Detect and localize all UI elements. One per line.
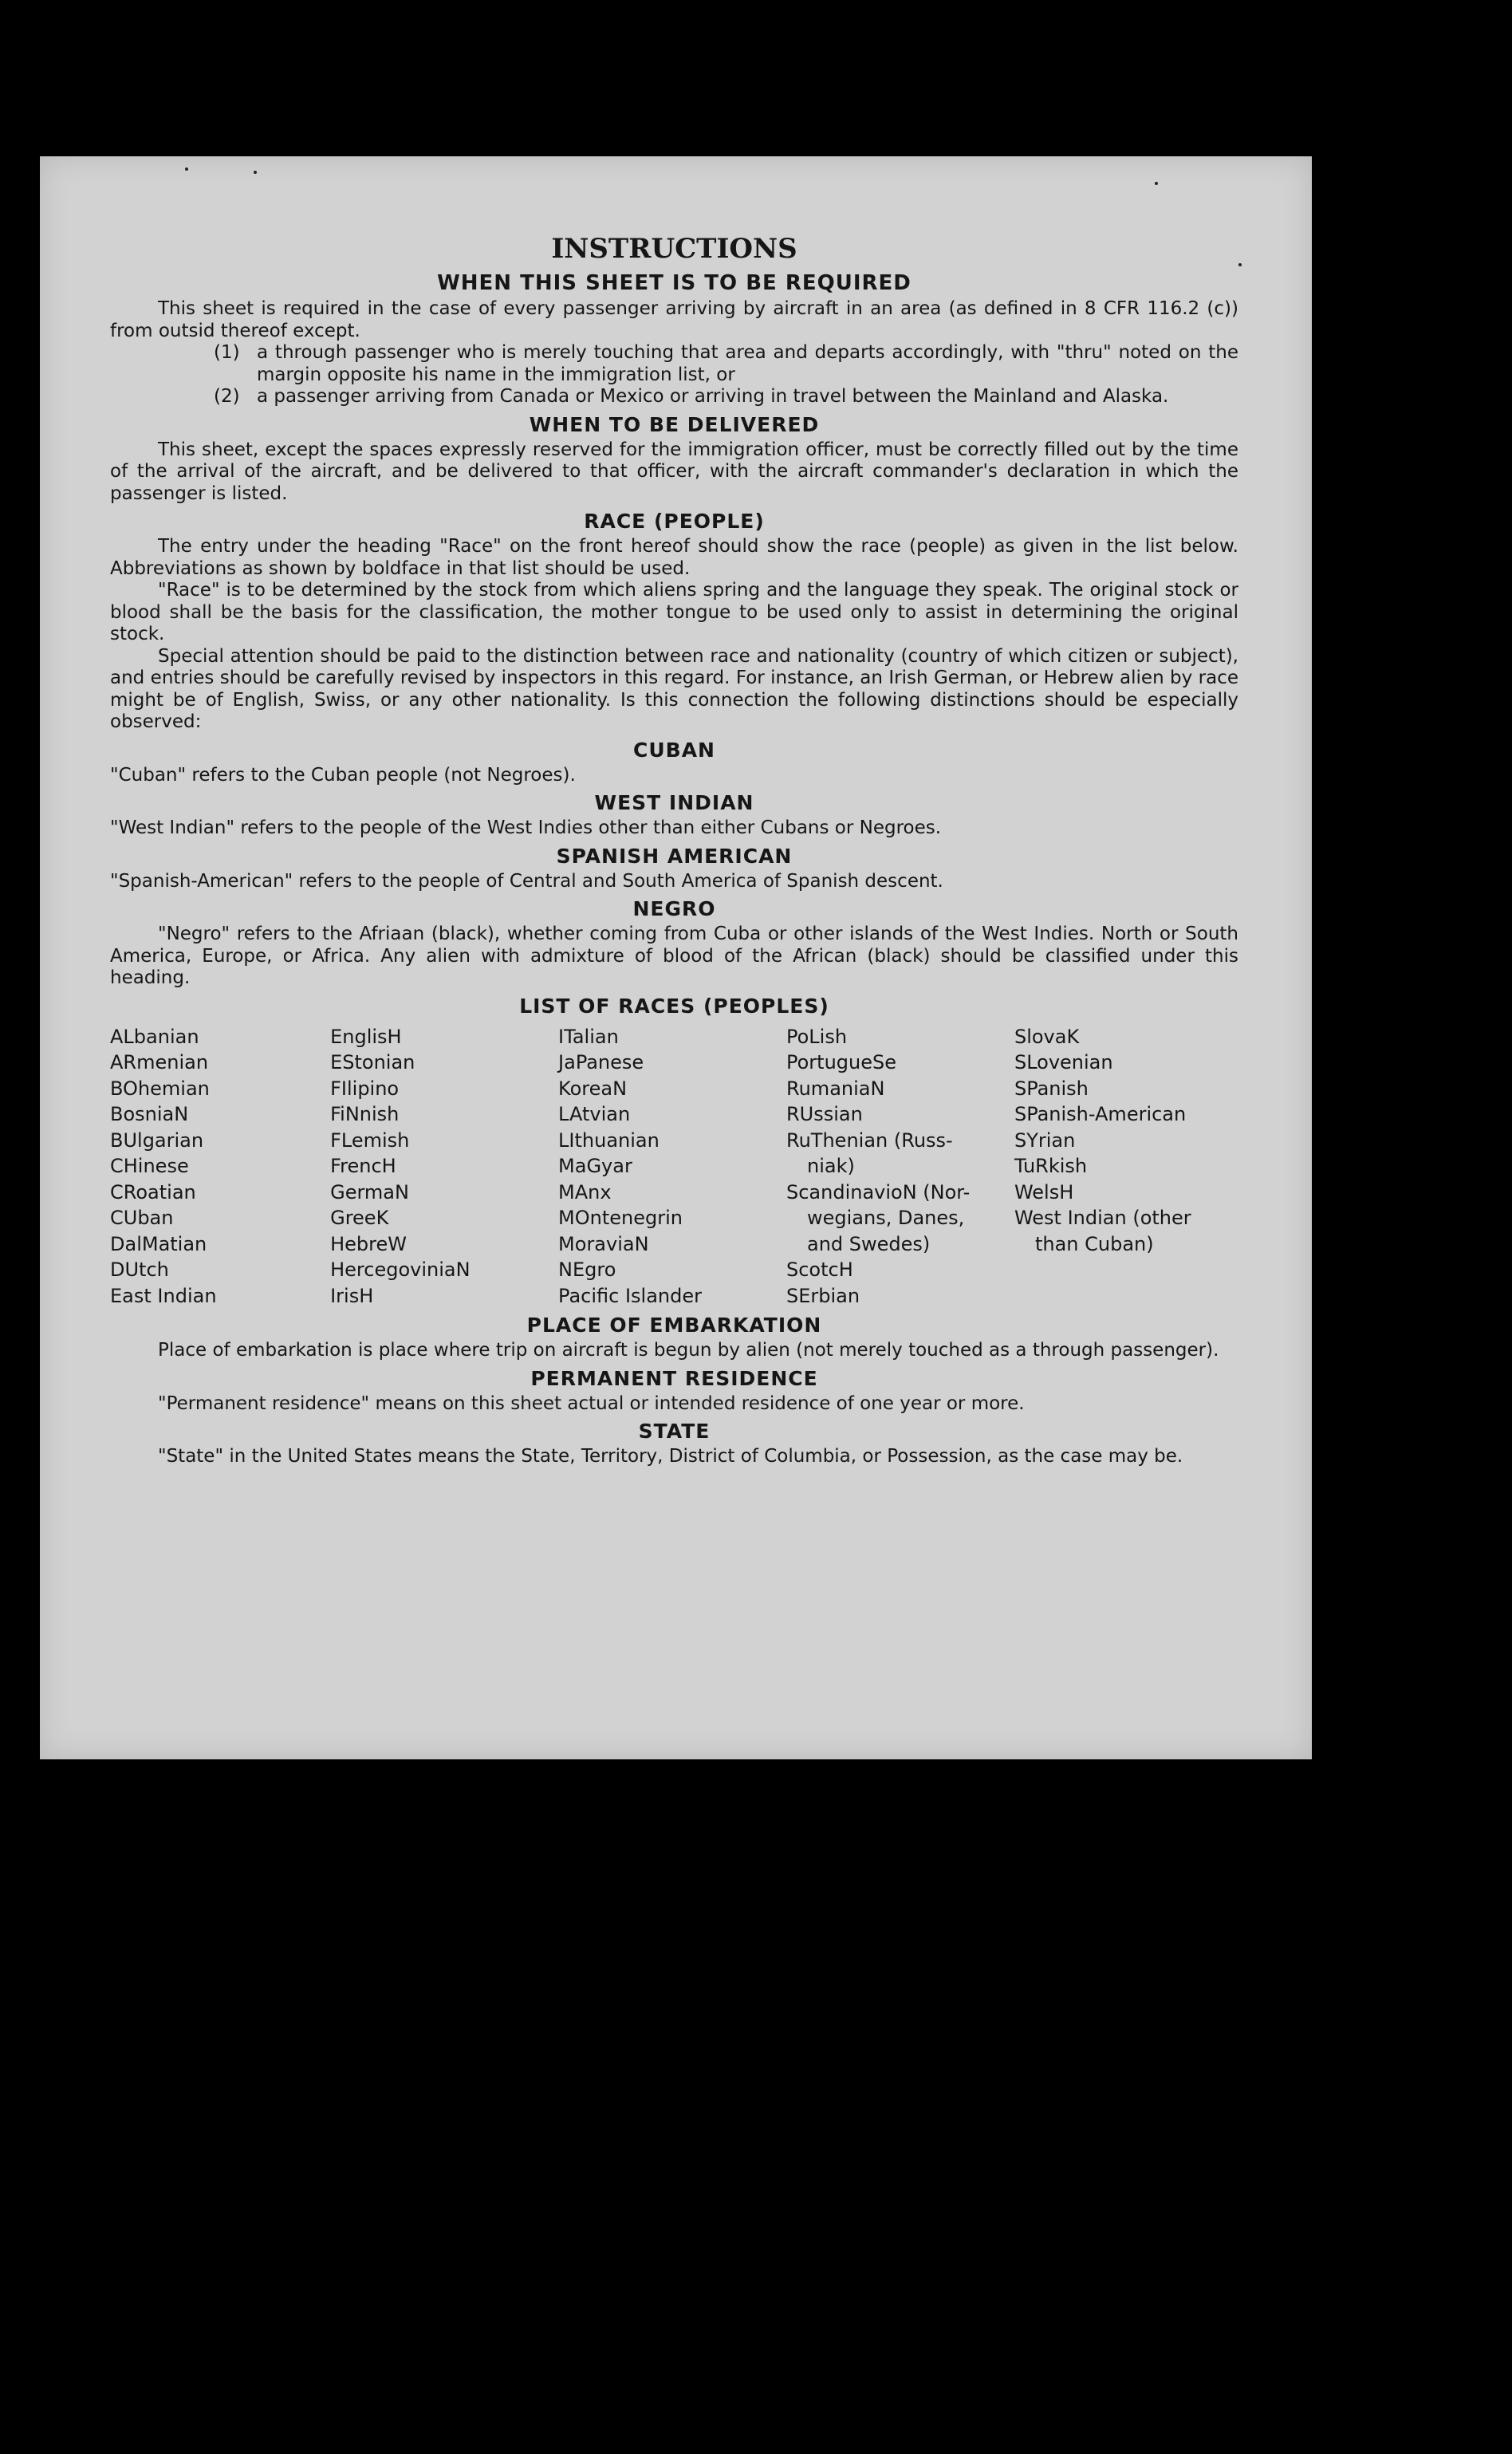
race-list-item: RumaniaN — [786, 1077, 885, 1100]
west-indian-text: "West Indian" refers to the people of the West Indies other than either Cubans or Negroes. — [110, 817, 942, 838]
race-list-item: KoreaN — [558, 1077, 628, 1100]
race-list-item: BUlgarian — [110, 1129, 204, 1152]
race-list-item: CHinese — [110, 1155, 189, 1177]
race-list-item: MaGyar — [558, 1155, 632, 1177]
race-list-item: LAtvian — [558, 1103, 631, 1125]
race-list-item: PoLish — [786, 1025, 848, 1048]
required-intro-text: This sheet is required in the case of every passenger arriving by aircraft in an area (as defined in 8 CFR 116.2 (c)) from outsid thereof except. — [110, 298, 1238, 341]
race-list-item: EnglisH — [330, 1025, 402, 1048]
race-list-item: FIlipino — [330, 1077, 400, 1100]
race-paragraph-2: "Race" is to be determined by the stock from which aliens spring and the language they speak. The original stock or blood shall be the basis for the classification, the mother tongue to be used only to assist in determining the original stock. — [110, 580, 1238, 644]
race-column-1 — [110, 1024, 330, 1310]
heading-spanish-american: SPANISH AMERICAN — [556, 844, 793, 868]
race-list-item: HercegoviniaN — [330, 1259, 471, 1281]
race-list-item: DalMatian — [110, 1232, 207, 1255]
race-list-item: ARmenian — [110, 1051, 209, 1073]
race-list-item: Pacific Islander — [558, 1284, 702, 1307]
race-list-item: DUtch — [110, 1259, 169, 1281]
race-paragraph-3: Special attention should be paid to the distinction between race and nationality (country of which citizen or subject), and entries should be carefully revised by inspectors in this regard. For instance, an Irish German, or Hebrew alien by race might be of English, Swiss, or any other nationality. Is this connection the following distinctions should be especially observed: — [110, 645, 1238, 732]
heading-when-required: WHEN THIS SHEET IS TO BE REQUIRED — [437, 271, 912, 295]
exception-number: (2) — [214, 386, 240, 407]
race-list-item: BosniaN — [110, 1103, 189, 1125]
exception-item-1 — [110, 342, 1238, 386]
race-column-2 — [330, 1024, 558, 1310]
residence-text: "Permanent residence" means on this sheet actual or intended residence of one year or more. — [158, 1392, 1025, 1414]
race-list-item: SPanish — [1014, 1077, 1089, 1100]
race-list-item: TuRkish — [1014, 1155, 1088, 1177]
race-list-item: WelsH — [1014, 1180, 1074, 1203]
cuban-text: "Cuban" refers to the Cuban people (not Negroes). — [110, 764, 576, 786]
race-list-item: FLemish — [330, 1129, 410, 1152]
race-list-item: SLovenian — [1014, 1051, 1113, 1073]
exception-item-2 — [110, 386, 1238, 408]
race-list-item: wegians, Danes, — [807, 1207, 965, 1229]
race-list-item: EStonian — [330, 1051, 415, 1073]
embarkation-text: Place of embarkation is place where trip on aircraft is begun by alien (not merely touched as a through passenger). — [158, 1340, 1219, 1361]
film-speck — [254, 171, 257, 174]
race-list-item: JaPanese — [558, 1051, 644, 1073]
race-list-item: NEgro — [558, 1259, 616, 1281]
race-list-item: LIthuanian — [558, 1129, 660, 1152]
instruction-sheet — [40, 156, 1312, 1759]
race-paragraph-1: The entry under the heading "Race" on the front hereof should show the race (people) as given in the list below. Abbreviations as shown by boldface in that list should be used. — [110, 536, 1238, 579]
exception-text: a passenger arriving from Canada or Mexico or arriving in travel between the Mainland and Alaska. — [257, 386, 1169, 407]
heading-state: STATE — [638, 1420, 711, 1443]
heading-race: RACE (PEOPLE) — [584, 510, 765, 533]
film-speck — [1238, 263, 1242, 266]
race-list-item: CUban — [110, 1207, 174, 1229]
heading-west-indian: WEST INDIAN — [594, 791, 754, 814]
race-list-item: ScotcH — [786, 1259, 853, 1281]
race-list-item: West Indian (other — [1014, 1207, 1191, 1229]
race-list-item: GermaN — [330, 1180, 409, 1203]
negro-text: "Negro" refers to the Afriaan (black), whether coming from Cuba or other islands of the West Indies. North or South America, Europe, or Africa. Any alien with admixture of blood of the African (black) should be classified under this heading. — [110, 924, 1238, 988]
film-speck — [185, 167, 188, 171]
heading-permanent-residence: PERMANENT RESIDENCE — [530, 1366, 818, 1390]
race-list-item: RUssian — [786, 1103, 863, 1125]
race-column-5 — [1014, 1024, 1238, 1310]
race-column-4 — [786, 1024, 1014, 1310]
race-list-item: GreeK — [330, 1207, 389, 1229]
race-list-item: PortugueSe — [786, 1051, 896, 1073]
race-list-item: ScandinavioN (Nor- — [786, 1180, 971, 1203]
delivered-text: This sheet, except the spaces expressly reserved for the immigration officer, must be correctly filled out by the time of the arrival of the aircraft, and be delivered to that officer, with the aircraft commander's declaration in which the passenger is listed. — [110, 439, 1238, 504]
film-speck — [1155, 182, 1158, 185]
race-list-table — [110, 1024, 1238, 1310]
race-list-item: MoraviaN — [558, 1232, 649, 1255]
exception-number: (1) — [214, 342, 240, 363]
heading-negro: NEGRO — [632, 897, 716, 920]
race-list-item: and Swedes) — [807, 1232, 931, 1255]
state-text: "State" in the United States means the State, Territory, District of Columbia, or Possession, as the case may be. — [158, 1446, 1183, 1467]
race-list-item: SErbian — [786, 1284, 860, 1307]
race-list-item: FiNnish — [330, 1103, 400, 1125]
race-list-item: SYrian — [1014, 1129, 1076, 1152]
race-column-3 — [558, 1024, 786, 1310]
race-list-item: MAnx — [558, 1180, 612, 1203]
page-title: INSTRUCTIONS — [551, 233, 797, 265]
race-list-item: than Cuban) — [1034, 1232, 1154, 1255]
race-list-item: SPanish-American — [1014, 1103, 1187, 1125]
race-list-item: CRoatian — [110, 1180, 196, 1203]
race-list-item: MOntenegrin — [558, 1207, 683, 1229]
exception-text: a through passenger who is merely touching that area and departs accordingly, with "thru" noted on the margin opposite his name in the immigration list, or — [257, 342, 1238, 385]
race-list-item: BOhemian — [110, 1077, 210, 1100]
heading-embarkation: PLACE OF EMBARKATION — [526, 1314, 822, 1337]
race-list-item: HebreW — [330, 1232, 407, 1255]
heading-list-of-races: LIST OF RACES (PEOPLES) — [519, 994, 829, 1018]
heading-when-delivered: WHEN TO BE DELIVERED — [529, 412, 820, 436]
race-list-item: IrisH — [330, 1284, 374, 1307]
race-list-item: FrencH — [330, 1155, 396, 1177]
race-list-item: RuThenian (Russ- — [786, 1129, 953, 1152]
race-list-item: East Indian — [110, 1284, 217, 1307]
race-list-item: ALbanian — [110, 1025, 199, 1048]
race-list-item: ITalian — [558, 1025, 619, 1048]
spanish-american-text: "Spanish-American" refers to the people of Central and South America of Spanish descent. — [110, 870, 943, 892]
heading-cuban: CUBAN — [633, 738, 715, 762]
race-list-item: niak) — [807, 1155, 855, 1177]
race-list-item: SlovaK — [1014, 1025, 1080, 1048]
